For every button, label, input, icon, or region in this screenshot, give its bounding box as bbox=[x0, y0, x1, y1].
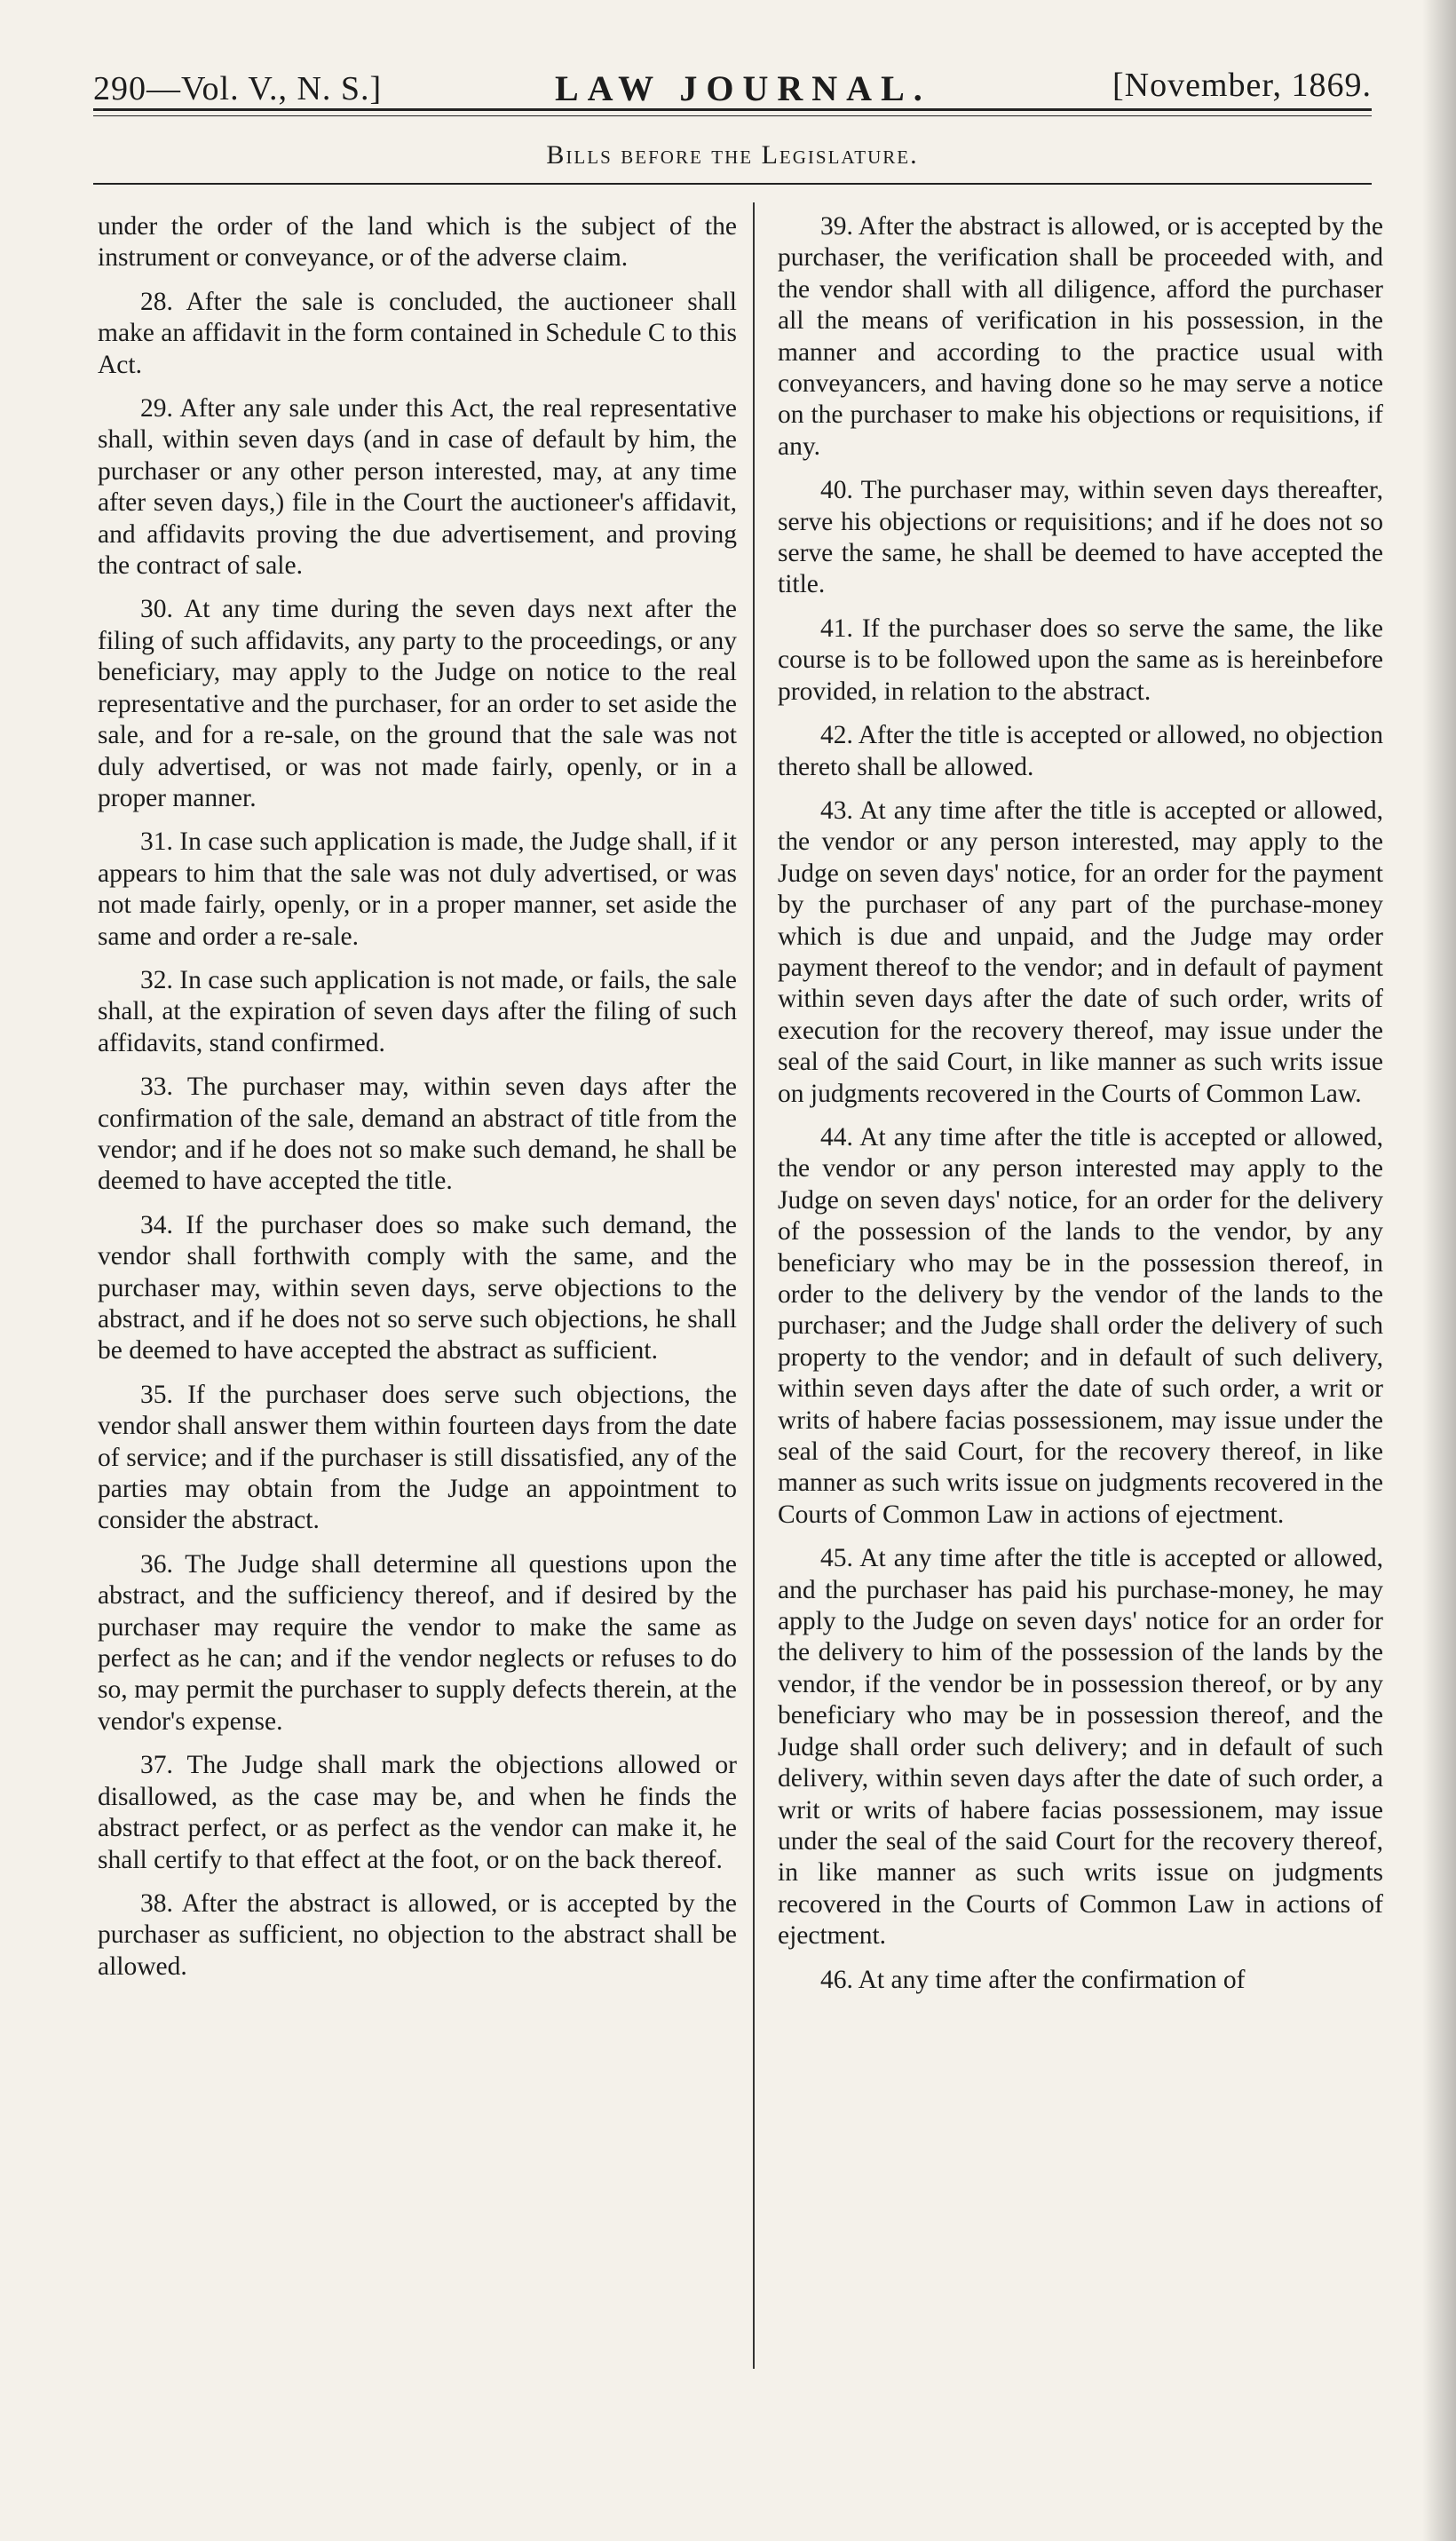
paragraph: 41. If the purchaser does so serve the same, the like course is to be followed upon the same as is hereinbefore provided, in relation to the abstract. bbox=[778, 613, 1383, 706]
left-column bbox=[98, 211, 737, 1995]
paragraph: 45. At any time after the title is accepted or allowed, and the purchaser has paid his purchase-money, he may apply to the Judge on seven days' notice for an order for the delivery to him of the possession of the lands by the vendor, if the vendor be in possession thereof, or by any beneficiary who may be in possession thereof, and the Judge shall order such delivery; and in default of such delivery, within seven days after the date of such order, a writ or writs of habere facias possessionem, may issue under the seal of the said Court for the recovery thereof, in like manner as such writs issue on judgments recovered in the Courts of Common Law in actions of ejectment. bbox=[778, 1544, 1383, 1951]
paragraph: 39. After the abstract is allowed, or is accepted by the purchaser, the verification shall be proceeded with, and the vendor shall with all diligence, afford the purchaser all the means of verification in his possession, in the manner and according to the practice usual with conveyancers, and having done so he may serve a notice on the purchaser to make his objections or requisitions, if any. bbox=[778, 212, 1383, 461]
paragraph: 42. After the title is accepted or allowed, no objection thereto shall be allowed. bbox=[778, 721, 1383, 781]
paragraph: 38. After the abstract is allowed, or is accepted by the purchaser as sufficient, no objection to the abstract shall be allowed. bbox=[98, 1888, 737, 1981]
paragraph: 33. The purchaser may, within seven days after the confirmation of the sale, demand an abstract of title from the vendor; and if he does not so make such demand, he shall be deemed to have accepted the title. bbox=[98, 1073, 737, 1196]
paragraph: under the order of the land which is the subject of the instrument or conveyance, or of the adverse claim. bbox=[98, 212, 737, 273]
paragraph: 34. If the purchaser does so make such demand, the vendor shall forthwith comply with the same, and the purchaser may, within seven days, serve objections to the abstract, and if he does not so serve such objections, he shall be deemed to have accepted the abstract as sufficient. bbox=[98, 1210, 737, 1365]
paragraph: 28. After the sale is concluded, the auctioneer shall make an affidavit in the form contained in Schedule C to this Act. bbox=[98, 287, 737, 379]
paragraph: 44. At any time after the title is accepted or allowed, the vendor or any person interested may apply to the Judge on seven days' notice, for an order for the delivery of the possession of the lands to the vendor, by any beneficiary who may be in the possession thereof, in order to the delivery by the vendor of the lands to the purchaser; and the Judge shall order the delivery of such property to the vendor; and in default of such delivery, within seven days after the date of such order, a writ or writs of habere facias possessionem, may issue under the seal of the said Court, for the recovery thereof, in like manner as such writs issue on judgments recovered in the Courts of Common Law in actions of ejectment. bbox=[778, 1122, 1383, 1529]
column-divider bbox=[753, 202, 755, 2369]
paragraph: 30. At any time during the seven days next after the filing of such affidavits, any party to the proceedings, or any beneficiary, may apply to the Judge on notice to the real representative and the purchaser, for an order to set aside the sale, and for a re-sale, on the ground that the sale was not duly advertised, or was not made fairly, openly, or in a proper manner. bbox=[98, 595, 737, 812]
paragraph: 46. At any time after the confirmation of bbox=[820, 1965, 1246, 1994]
header-rule-top bbox=[93, 108, 1372, 111]
paragraph: 40. The purchaser may, within seven days thereafter, serve his objections or requisitions; and if he does not so serve the same, he shall be deemed to have accepted the title. bbox=[778, 476, 1383, 599]
subtitle-rule bbox=[93, 183, 1372, 185]
paragraph: 43. At any time after the title is accepted or allowed, the vendor or any person interested, may apply to the Judge on seven days' notice, for an order for the payment by the purchaser of any part of the purchase-money which is due and unpaid, and the Judge may order payment thereof to the vendor; and in default of payment within seven days after the date of such order, writs of execution for the recovery thereof, may issue under the seal of the said Court, in like manner as such writs issue on judgments recovered in the Courts of Common Law. bbox=[778, 796, 1383, 1108]
page-volume-label: 290—Vol. V., N. S.] bbox=[93, 70, 383, 107]
section-title: Bills before the Legislature. bbox=[546, 140, 919, 170]
paragraph: 36. The Judge shall determine all questions upon the abstract, and the sufficiency thereof, and if desired by the purchaser may require the vendor to make the same as perfect as he can; and if the vendor neglects or refuses to do so, may permit the purchaser to supply defects therein, at the vendor's expense. bbox=[98, 1549, 737, 1736]
paragraph: 29. After any sale under this Act, the real representative shall, within seven days (and in case of default by him, the purchaser or any other person interested, may, at any time after seven days,) file in the Court the auctioneer's affidavit, and affidavits proving the due advertisement, and proving the contract of sale. bbox=[98, 394, 737, 581]
paragraph: 31. In case such application is made, the Judge shall, if it appears to him that the sale was not duly advertised, or was not made fairly, openly, or in a proper manner, set aside the same and order a re-sale. bbox=[98, 827, 737, 951]
paragraph: 37. The Judge shall mark the objections allowed or disallowed, as the case may be, and when he finds the abstract perfect, or as perfect as the vendor can make it, he shall certify to that effect at the foot, or on the back thereof. bbox=[98, 1751, 737, 1874]
journal-title: LAW JOURNAL. bbox=[555, 68, 931, 108]
right-column bbox=[778, 211, 1383, 2008]
paragraph: 35. If the purchaser does serve such objections, the vendor shall answer them within fourteen days from the date of service; and if the purchaser is still dissatisfied, any of the parties may obtain from the Judge an appointment to consider the abstract. bbox=[98, 1380, 737, 1535]
issue-date: [November, 1869. bbox=[1112, 67, 1372, 104]
header-rule-bottom bbox=[93, 115, 1372, 116]
paragraph: 32. In case such application is not made, or fails, the sale shall, at the expiration of seven days after the filing of such affidavits, stand confirmed. bbox=[98, 965, 737, 1057]
page-edge-shadow bbox=[1422, 0, 1456, 2541]
